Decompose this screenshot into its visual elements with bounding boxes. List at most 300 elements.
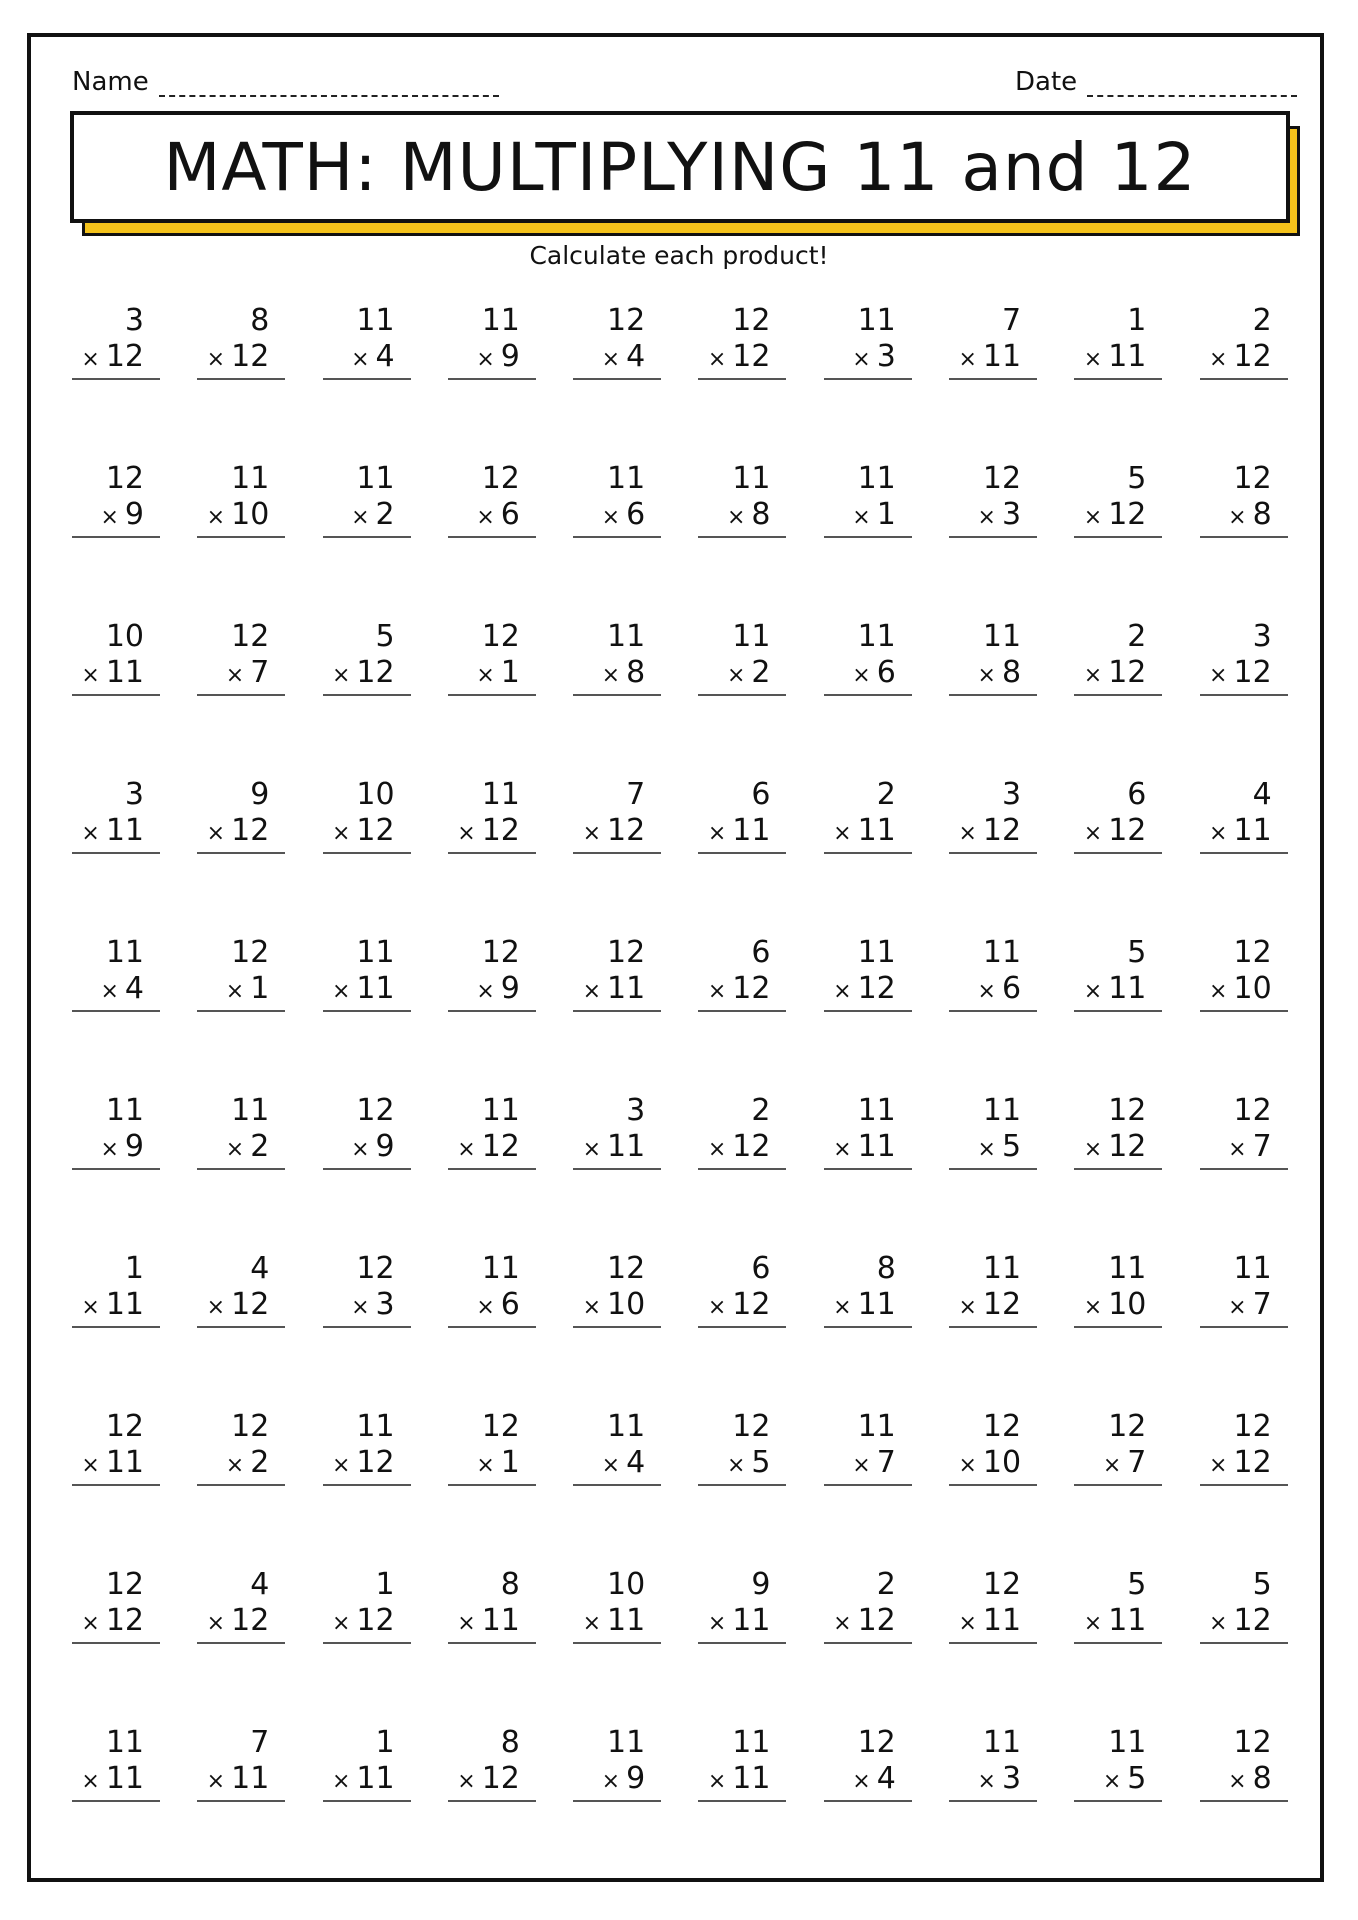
answer-line[interactable] xyxy=(72,1326,160,1328)
multiplier xyxy=(1228,496,1272,537)
answer-line[interactable] xyxy=(448,536,536,538)
answer-line[interactable] xyxy=(448,694,536,696)
multiplication-problem xyxy=(824,934,912,1092)
multiplicand: 11 xyxy=(481,1251,520,1286)
multiplication-problem xyxy=(698,1566,786,1724)
multiplicand: 12 xyxy=(231,619,270,654)
answer-line[interactable] xyxy=(72,536,160,538)
times-sign: × xyxy=(351,1295,370,1320)
times-sign: × xyxy=(225,1453,245,1478)
times-sign: × xyxy=(81,1611,100,1636)
answer-line[interactable] xyxy=(72,852,160,854)
multiplicand: 12 xyxy=(356,1093,395,1128)
multiplicand: 2 xyxy=(876,777,896,812)
multiplier-value: 4 xyxy=(375,339,395,374)
multiplier-value: 9 xyxy=(500,971,520,1006)
multiplication-problem xyxy=(72,618,160,776)
answer-line[interactable] xyxy=(1074,1168,1162,1170)
answer-line[interactable] xyxy=(448,1168,536,1170)
name-label: Name xyxy=(72,67,149,97)
multiplicand: 6 xyxy=(1127,777,1147,812)
answer-line[interactable] xyxy=(323,378,411,380)
multiplication-problem xyxy=(949,1724,1037,1882)
times-sign: × xyxy=(1102,1453,1122,1478)
answer-line[interactable] xyxy=(323,1642,411,1644)
answer-line[interactable] xyxy=(72,1642,160,1644)
multiplication-problem xyxy=(573,1566,661,1724)
multiplicand: 11 xyxy=(857,461,896,496)
times-sign: × xyxy=(1083,1611,1103,1636)
times-sign: × xyxy=(833,1137,852,1162)
answer-line[interactable] xyxy=(1074,852,1162,854)
answer-line[interactable] xyxy=(824,1484,912,1486)
multiplier xyxy=(226,970,270,1011)
multiplier-value: 12 xyxy=(857,1603,896,1638)
multiplier xyxy=(81,338,144,379)
problem-grid xyxy=(72,302,1288,1882)
answer-line[interactable] xyxy=(573,1642,661,1644)
multiplier-value: 12 xyxy=(732,1287,771,1322)
multiplier-value: 2 xyxy=(751,655,771,690)
multiplier-value: 12 xyxy=(356,813,395,848)
answer-line[interactable] xyxy=(72,1010,160,1012)
multiplier xyxy=(1209,654,1272,695)
multiplicand: 12 xyxy=(607,1251,646,1286)
answer-line[interactable] xyxy=(72,694,160,696)
multiplier xyxy=(708,970,771,1011)
multiplicand: 12 xyxy=(1233,461,1272,496)
multiplier xyxy=(1209,1444,1272,1485)
answer-line[interactable] xyxy=(1200,1010,1288,1012)
answer-line[interactable] xyxy=(448,1800,536,1802)
times-sign: × xyxy=(476,1453,495,1478)
answer-line[interactable] xyxy=(698,1168,786,1170)
answer-line[interactable] xyxy=(197,378,285,380)
multiplicand: 11 xyxy=(231,461,270,496)
times-sign: × xyxy=(206,1295,226,1320)
answer-line[interactable] xyxy=(448,852,536,854)
multiplicand: 2 xyxy=(876,1567,896,1602)
answer-line[interactable] xyxy=(1074,1010,1162,1012)
answer-line[interactable] xyxy=(698,694,786,696)
multiplicand: 11 xyxy=(982,1725,1022,1760)
multiplier-value: 12 xyxy=(105,1603,144,1638)
answer-line[interactable] xyxy=(824,378,912,380)
multiplicand: 11 xyxy=(1108,1251,1147,1286)
multiplication-problem xyxy=(72,934,160,1092)
multiplier xyxy=(708,1602,771,1643)
answer-line[interactable] xyxy=(323,1484,411,1486)
date-label: Date xyxy=(1015,67,1078,97)
multiplier-value: 7 xyxy=(1127,1445,1147,1480)
multiplier xyxy=(852,654,896,695)
times-sign: × xyxy=(707,1137,727,1162)
times-sign: × xyxy=(81,1453,100,1478)
multiplicand: 11 xyxy=(231,1093,270,1128)
multiplier xyxy=(332,812,395,853)
multiplier-value: 12 xyxy=(231,339,270,374)
answer-line[interactable] xyxy=(824,1642,912,1644)
answer-line[interactable] xyxy=(573,1484,661,1486)
answer-line[interactable] xyxy=(197,1168,285,1170)
multiplier-value: 1 xyxy=(500,655,520,690)
multiplier-value: 8 xyxy=(1001,655,1022,690)
multiplicand: 7 xyxy=(626,777,646,812)
multiplicand: 8 xyxy=(250,303,270,338)
multiplicand: 5 xyxy=(1127,461,1147,496)
answer-line[interactable] xyxy=(323,1010,411,1012)
multiplier-value: 4 xyxy=(124,971,144,1006)
multiplication-problem xyxy=(573,1408,661,1566)
answer-line[interactable] xyxy=(448,378,536,380)
answer-line[interactable] xyxy=(698,1642,786,1644)
multiplication-problem xyxy=(448,1092,536,1250)
answer-line[interactable] xyxy=(448,1642,536,1644)
answer-line[interactable] xyxy=(949,378,1037,380)
answer-line[interactable] xyxy=(1200,694,1288,696)
answer-line[interactable] xyxy=(1200,1484,1288,1486)
answer-line[interactable] xyxy=(698,1326,786,1328)
answer-line[interactable] xyxy=(448,1484,536,1486)
answer-line[interactable] xyxy=(949,1168,1037,1170)
times-sign: × xyxy=(707,821,727,846)
answer-line[interactable] xyxy=(698,1010,786,1012)
answer-line[interactable] xyxy=(824,694,912,696)
multiplication-problem xyxy=(1074,460,1162,618)
times-sign: × xyxy=(601,663,621,688)
multiplier-value: 11 xyxy=(732,1603,771,1638)
multiplier-value: 12 xyxy=(982,1287,1022,1322)
multiplier xyxy=(100,496,144,537)
multiplication-problem xyxy=(698,1408,786,1566)
answer-line[interactable] xyxy=(698,378,786,380)
multiplication-problem xyxy=(698,934,786,1092)
multiplier xyxy=(1209,338,1272,379)
multiplicand: 2 xyxy=(751,1093,771,1128)
multiplier xyxy=(351,1286,395,1327)
multiplicand: 9 xyxy=(250,777,270,812)
answer-line[interactable] xyxy=(824,1168,912,1170)
times-sign: × xyxy=(476,505,495,530)
multiplicand: 12 xyxy=(607,935,646,970)
multiplication-problem xyxy=(1200,1724,1288,1882)
answer-line[interactable] xyxy=(949,1800,1037,1802)
multiplier-value: 3 xyxy=(375,1287,395,1322)
multiplier xyxy=(1084,654,1147,695)
answer-line[interactable] xyxy=(323,1168,411,1170)
answer-line[interactable] xyxy=(1200,1642,1288,1644)
answer-line[interactable] xyxy=(197,536,285,538)
times-sign: × xyxy=(331,1611,351,1636)
answer-line[interactable] xyxy=(698,536,786,538)
multiplicand: 11 xyxy=(356,303,395,338)
answer-line[interactable] xyxy=(949,1010,1037,1012)
date-blank-line[interactable] xyxy=(1087,73,1297,97)
times-sign: × xyxy=(351,1137,370,1162)
times-sign: × xyxy=(331,663,351,688)
multiplicand: 3 xyxy=(1252,619,1272,654)
answer-line[interactable] xyxy=(949,1326,1037,1328)
multiplicand: 12 xyxy=(982,461,1022,496)
multiplicand: 2 xyxy=(1127,619,1147,654)
multiplier-value: 12 xyxy=(231,813,270,848)
multiplicand: 12 xyxy=(356,1251,395,1286)
times-sign: × xyxy=(707,979,727,1004)
answer-line[interactable] xyxy=(323,694,411,696)
answer-line[interactable] xyxy=(197,1010,285,1012)
answer-line[interactable] xyxy=(1074,1800,1162,1802)
answer-line[interactable] xyxy=(949,1484,1037,1486)
multiplier xyxy=(978,970,1022,1011)
multiplier-value: 11 xyxy=(982,1603,1022,1638)
multiplier xyxy=(1084,970,1147,1011)
multiplier xyxy=(602,654,646,695)
answer-line[interactable] xyxy=(448,1010,536,1012)
multiplier-value: 12 xyxy=(732,971,771,1006)
answer-line[interactable] xyxy=(698,852,786,854)
times-sign: × xyxy=(726,663,746,688)
answer-line[interactable] xyxy=(824,1800,912,1802)
multiplier xyxy=(708,1128,771,1169)
multiplier xyxy=(833,970,896,1011)
times-sign: × xyxy=(707,347,727,372)
multiplication-problem xyxy=(573,1092,661,1250)
multiplicand: 11 xyxy=(732,461,771,496)
multiplier-value: 9 xyxy=(124,1129,144,1164)
times-sign: × xyxy=(707,1769,727,1794)
multiplication-problem xyxy=(824,302,912,460)
answer-line[interactable] xyxy=(824,852,912,854)
answer-line[interactable] xyxy=(824,1326,912,1328)
answer-line[interactable] xyxy=(448,1326,536,1328)
multiplier xyxy=(476,970,520,1011)
multiplication-problem xyxy=(323,1724,411,1882)
multiplication-problem xyxy=(949,460,1037,618)
answer-line[interactable] xyxy=(323,852,411,854)
name-field xyxy=(72,67,499,97)
multiplier-value: 10 xyxy=(1108,1287,1147,1322)
multiplication-problem xyxy=(1200,618,1288,776)
multiplication-problem xyxy=(197,1092,285,1250)
multiplier xyxy=(351,1128,395,1169)
answer-line[interactable] xyxy=(824,1010,912,1012)
multiplication-problem xyxy=(323,1092,411,1250)
times-sign: × xyxy=(1228,1137,1247,1162)
answer-line[interactable] xyxy=(1074,1326,1162,1328)
answer-line[interactable] xyxy=(573,378,661,380)
multiplicand: 7 xyxy=(250,1725,270,1760)
times-sign: × xyxy=(225,663,245,688)
date-field xyxy=(1015,67,1297,97)
answer-line[interactable] xyxy=(573,1326,661,1328)
answer-line[interactable] xyxy=(949,536,1037,538)
times-sign: × xyxy=(1083,663,1103,688)
multiplier xyxy=(476,654,520,695)
multiplier-value: 1 xyxy=(250,971,270,1006)
answer-line[interactable] xyxy=(1200,1326,1288,1328)
answer-line[interactable] xyxy=(1074,1484,1162,1486)
times-sign: × xyxy=(601,505,621,530)
multiplier xyxy=(1103,1760,1147,1801)
multiplier xyxy=(1209,812,1272,853)
times-sign: × xyxy=(476,1295,495,1320)
multiplication-problem xyxy=(72,302,160,460)
multiplier xyxy=(708,1286,771,1327)
answer-line[interactable] xyxy=(1200,378,1288,380)
multiplicand: 3 xyxy=(124,777,144,812)
multiplier xyxy=(476,338,520,379)
multiplier-value: 8 xyxy=(1252,497,1272,532)
times-sign: × xyxy=(1083,347,1103,372)
multiplicand: 11 xyxy=(607,1725,646,1760)
answer-line[interactable] xyxy=(197,1642,285,1644)
multiplier-value: 6 xyxy=(500,497,520,532)
multiplier-value: 12 xyxy=(1233,339,1272,374)
times-sign: × xyxy=(601,1453,621,1478)
answer-line[interactable] xyxy=(197,1484,285,1486)
multiplicand: 2 xyxy=(1252,303,1272,338)
multiplier-value: 12 xyxy=(1108,655,1147,690)
answer-line[interactable] xyxy=(72,1168,160,1170)
multiplication-problem xyxy=(1074,934,1162,1092)
multiplicand: 11 xyxy=(857,935,896,970)
multiplication-problem xyxy=(197,1250,285,1408)
answer-line[interactable] xyxy=(1200,1800,1288,1802)
answer-line[interactable] xyxy=(573,694,661,696)
multiplier-value: 11 xyxy=(857,1287,896,1322)
answer-line[interactable] xyxy=(323,1326,411,1328)
times-sign: × xyxy=(331,1453,351,1478)
multiplier xyxy=(332,654,395,695)
multiplication-problem xyxy=(1074,1566,1162,1724)
answer-line[interactable] xyxy=(72,1800,160,1802)
multiplier xyxy=(226,1128,270,1169)
multiplicand: 12 xyxy=(231,1409,270,1444)
multiplicand: 3 xyxy=(1001,777,1022,812)
answer-line[interactable] xyxy=(197,852,285,854)
multiplicand: 12 xyxy=(1233,1093,1272,1128)
times-sign: × xyxy=(726,1453,746,1478)
multiplier xyxy=(1209,970,1272,1011)
multiplier-value: 11 xyxy=(607,971,646,1006)
multiplier-value: 4 xyxy=(626,1445,646,1480)
multiplier xyxy=(1084,496,1147,537)
answer-line[interactable] xyxy=(698,1484,786,1486)
multiplicand: 11 xyxy=(607,619,646,654)
answer-line[interactable] xyxy=(197,1326,285,1328)
answer-line[interactable] xyxy=(573,852,661,854)
multiplication-problem xyxy=(197,776,285,934)
answer-line[interactable] xyxy=(1074,378,1162,380)
multiplication-problem xyxy=(72,1092,160,1250)
multiplication-problem xyxy=(448,618,536,776)
multiplier xyxy=(852,1444,896,1485)
times-sign: × xyxy=(833,979,852,1004)
answer-line[interactable] xyxy=(698,1800,786,1802)
answer-line[interactable] xyxy=(573,536,661,538)
times-sign: × xyxy=(1209,663,1228,688)
multiplier-value: 12 xyxy=(732,1129,771,1164)
answer-line[interactable] xyxy=(573,1168,661,1170)
times-sign: × xyxy=(206,1769,226,1794)
multiplicand: 10 xyxy=(105,619,144,654)
multiplier-value: 12 xyxy=(231,1287,270,1322)
multiplier xyxy=(583,812,646,853)
answer-line[interactable] xyxy=(1074,536,1162,538)
answer-line[interactable] xyxy=(197,1800,285,1802)
answer-line[interactable] xyxy=(573,1010,661,1012)
times-sign: × xyxy=(1083,821,1103,846)
multiplicand: 12 xyxy=(1233,1725,1272,1760)
times-sign: × xyxy=(206,505,226,530)
times-sign: × xyxy=(1209,821,1228,846)
multiplier xyxy=(81,654,144,695)
multiplication-problem xyxy=(448,934,536,1092)
answer-line[interactable] xyxy=(197,694,285,696)
multiplicand: 11 xyxy=(607,461,646,496)
multiplication-problem xyxy=(824,1092,912,1250)
answer-line[interactable] xyxy=(72,1484,160,1486)
answer-line[interactable] xyxy=(323,536,411,538)
name-blank-line[interactable] xyxy=(159,73,499,97)
answer-line[interactable] xyxy=(323,1800,411,1802)
answer-line[interactable] xyxy=(1074,694,1162,696)
answer-line[interactable] xyxy=(72,378,160,380)
multiplier-value: 12 xyxy=(481,1129,520,1164)
multiplicand: 12 xyxy=(732,303,771,338)
answer-line[interactable] xyxy=(949,852,1037,854)
times-sign: × xyxy=(852,505,871,530)
multiplication-problem xyxy=(1074,302,1162,460)
multiplier-value: 12 xyxy=(105,339,144,374)
multiplication-problem xyxy=(448,302,536,460)
multiplier xyxy=(852,1760,896,1801)
page-title: MATH: MULTIPLYING 11 and 12 xyxy=(163,128,1197,206)
multiplication-problem xyxy=(323,1566,411,1724)
answer-line[interactable] xyxy=(1200,852,1288,854)
times-sign: × xyxy=(206,1611,226,1636)
times-sign: × xyxy=(81,821,100,846)
multiplier xyxy=(958,1286,1021,1327)
multiplication-problem xyxy=(949,776,1037,934)
multiplier-value: 12 xyxy=(1233,655,1272,690)
multiplier xyxy=(207,1602,270,1643)
answer-line[interactable] xyxy=(949,694,1037,696)
answer-line[interactable] xyxy=(1074,1642,1162,1644)
times-sign: × xyxy=(81,663,100,688)
answer-line[interactable] xyxy=(573,1800,661,1802)
multiplier-value: 8 xyxy=(751,497,771,532)
multiplication-problem xyxy=(1200,302,1288,460)
multiplier xyxy=(583,1602,646,1643)
multiplicand: 1 xyxy=(375,1725,395,1760)
multiplicand: 11 xyxy=(857,619,896,654)
multiplicand: 9 xyxy=(751,1567,771,1602)
answer-line[interactable] xyxy=(1200,1168,1288,1170)
times-sign: × xyxy=(1083,1295,1103,1320)
multiplicand: 12 xyxy=(105,1567,144,1602)
multiplication-problem xyxy=(1074,1092,1162,1250)
times-sign: × xyxy=(582,821,601,846)
multiplier xyxy=(727,1444,771,1485)
times-sign: × xyxy=(476,663,495,688)
answer-line[interactable] xyxy=(1200,536,1288,538)
times-sign: × xyxy=(206,821,226,846)
answer-line[interactable] xyxy=(949,1642,1037,1644)
multiplication-problem xyxy=(698,618,786,776)
multiplication-problem xyxy=(949,1250,1037,1408)
answer-line[interactable] xyxy=(824,536,912,538)
